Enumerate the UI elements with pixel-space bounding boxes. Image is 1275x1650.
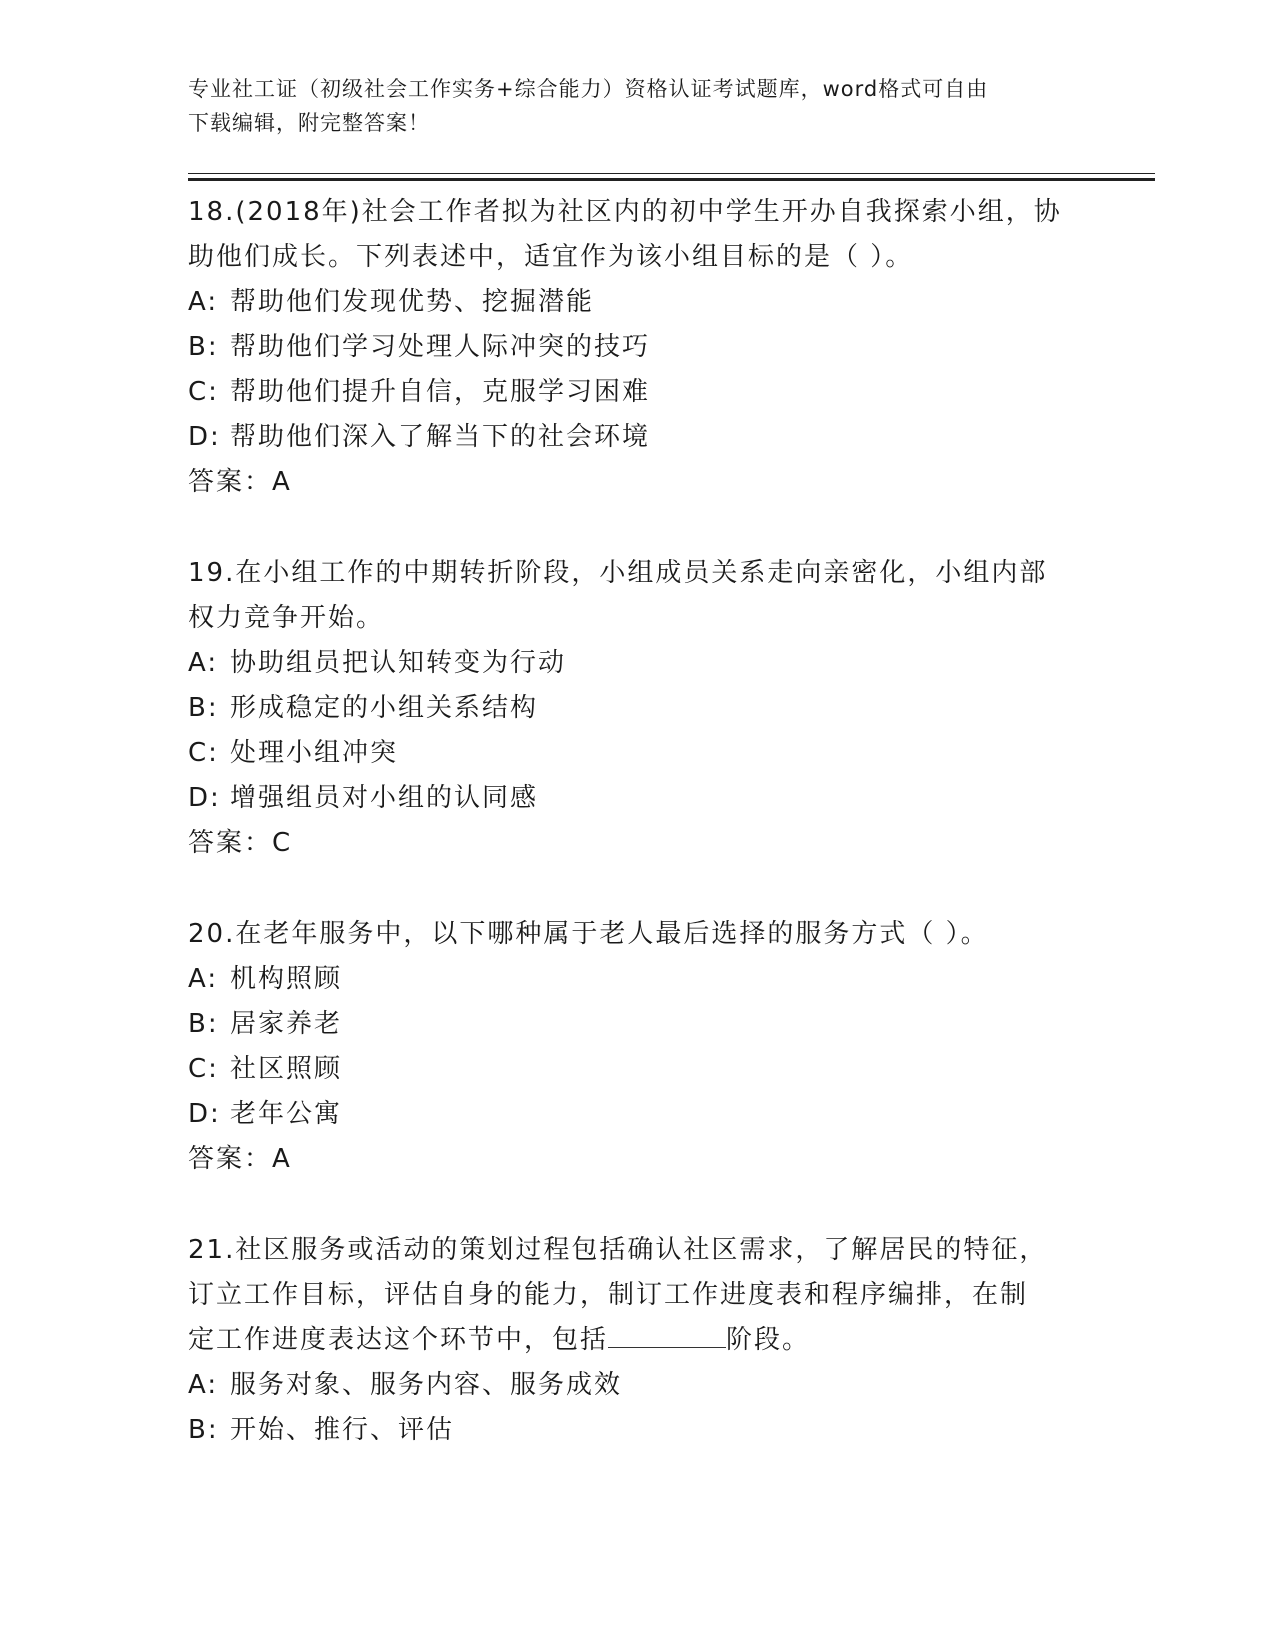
option-letter: D: xyxy=(188,422,221,452)
stem-line: 18.(2018年)社会工作者拟为社区内的初中学生开办自我探索小组，协 xyxy=(188,197,1062,227)
option-a xyxy=(188,1363,1088,1408)
option-text: 帮助他们发现优势、挖掘潜能 xyxy=(230,287,595,317)
option-letter: A: xyxy=(188,1370,219,1400)
option-b xyxy=(188,1002,1088,1047)
option-text: 机构照顾 xyxy=(230,964,343,994)
answer-value: C xyxy=(272,828,291,858)
option-c xyxy=(188,1047,1088,1092)
answer-value: A xyxy=(272,1144,290,1174)
stem-line: 权力竞争开始。 xyxy=(188,603,385,633)
option-letter: B: xyxy=(188,332,219,362)
stem-line: 订立工作目标，评估自身的能力，制订工作进度表和程序编排，在制 xyxy=(188,1280,1029,1310)
header-line-2: 下载编辑，附完整答案！ xyxy=(188,111,430,135)
question-stem xyxy=(188,551,1088,641)
option-a xyxy=(188,280,1088,325)
option-letter: A: xyxy=(188,287,219,317)
option-letter: D: xyxy=(188,783,221,813)
option-text: 帮助他们深入了解当下的社会环境 xyxy=(230,422,651,452)
header-rule-thin xyxy=(188,173,1155,174)
answer-line xyxy=(188,821,1088,866)
option-letter: A: xyxy=(188,648,219,678)
answer-label: 答案： xyxy=(188,1144,273,1174)
option-letter: B: xyxy=(188,1415,219,1445)
stem-line: 21.社区服务或活动的策划过程包括确认社区需求，了解居民的特征， xyxy=(188,1235,1048,1265)
document-header xyxy=(188,72,1088,140)
option-text: 处理小组冲突 xyxy=(230,738,399,768)
question-stem xyxy=(188,912,1088,957)
question-21 xyxy=(188,1228,1088,1453)
option-text: 老年公寓 xyxy=(230,1099,343,1129)
option-letter: B: xyxy=(188,1009,219,1039)
question-18 xyxy=(188,190,1088,505)
stem-text-after-blank: 阶段。 xyxy=(726,1325,811,1355)
option-letter: B: xyxy=(188,693,219,723)
answer-value: A xyxy=(272,467,290,497)
option-text: 社区照顾 xyxy=(230,1054,343,1084)
option-b xyxy=(188,1408,1088,1453)
answer-label: 答案： xyxy=(188,828,273,858)
option-d xyxy=(188,1092,1088,1137)
option-text: 开始、推行、评估 xyxy=(230,1415,455,1445)
option-letter: A: xyxy=(188,964,219,994)
answer-line xyxy=(188,1137,1088,1182)
option-text: 帮助他们学习处理人际冲突的技巧 xyxy=(230,332,651,362)
option-b xyxy=(188,325,1088,370)
question-list xyxy=(188,190,1088,1499)
option-a xyxy=(188,957,1088,1002)
stem-text-before-blank: 定工作进度表达这个环节中，包括 xyxy=(188,1325,609,1355)
stem-line xyxy=(188,1318,1088,1363)
header-line-1: 专业社工证（初级社会工作实务+综合能力）资格认证考试题库，word格式可自由 xyxy=(188,77,989,101)
option-b xyxy=(188,686,1088,731)
stem-line: 19.在小组工作的中期转折阶段，小组成员关系走向亲密化，小组内部 xyxy=(188,558,1048,588)
option-c xyxy=(188,370,1088,415)
option-text: 协助组员把认知转变为行动 xyxy=(230,648,567,678)
option-text: 帮助他们提升自信，克服学习困难 xyxy=(230,377,651,407)
option-letter: C: xyxy=(188,1054,219,1084)
option-d xyxy=(188,415,1088,460)
option-c xyxy=(188,731,1088,776)
option-text: 增强组员对小组的认同感 xyxy=(230,783,539,813)
stem-line: 20.在老年服务中，以下哪种属于老人最后选择的服务方式（ ）。 xyxy=(188,919,989,949)
option-letter: C: xyxy=(188,738,219,768)
option-d xyxy=(188,776,1088,821)
answer-line xyxy=(188,460,1088,505)
question-20 xyxy=(188,912,1088,1182)
option-text: 形成稳定的小组关系结构 xyxy=(230,693,539,723)
answer-label: 答案： xyxy=(188,467,273,497)
option-text: 服务对象、服务内容、服务成效 xyxy=(230,1370,623,1400)
option-letter: D: xyxy=(188,1099,221,1129)
header-rule-thick xyxy=(188,178,1155,181)
stem-line: 助他们成长。下列表述中，适宜作为该小组目标的是（ ）。 xyxy=(188,242,914,272)
option-letter: C: xyxy=(188,377,219,407)
option-a xyxy=(188,641,1088,686)
question-stem xyxy=(188,190,1088,280)
question-19 xyxy=(188,551,1088,866)
fill-in-blank xyxy=(608,1323,726,1348)
question-stem xyxy=(188,1228,1088,1363)
option-text: 居家养老 xyxy=(230,1009,343,1039)
